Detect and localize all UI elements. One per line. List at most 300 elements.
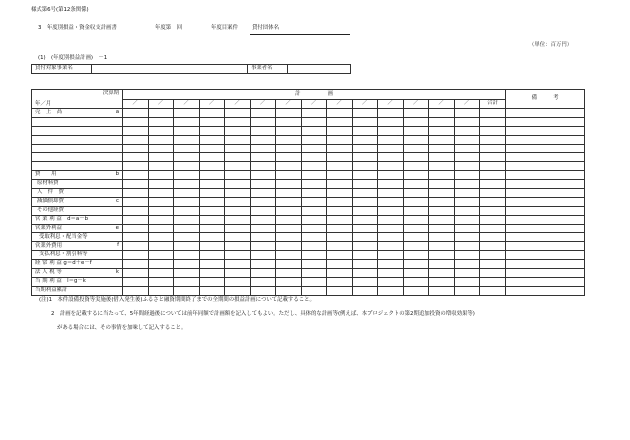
value-cell[interactable] bbox=[301, 233, 327, 242]
value-cell[interactable] bbox=[225, 286, 251, 295]
value-cell[interactable] bbox=[148, 206, 174, 215]
value-cell[interactable] bbox=[148, 162, 174, 171]
value-cell[interactable] bbox=[250, 251, 276, 260]
value-cell[interactable] bbox=[378, 215, 404, 224]
period-cell[interactable]: ／ bbox=[225, 99, 251, 108]
value-cell[interactable] bbox=[276, 260, 302, 269]
value-cell[interactable] bbox=[301, 286, 327, 295]
value-cell[interactable] bbox=[225, 233, 251, 242]
project-name-field[interactable] bbox=[92, 65, 248, 74]
value-cell[interactable] bbox=[174, 215, 200, 224]
value-cell[interactable] bbox=[378, 233, 404, 242]
value-cell[interactable] bbox=[123, 197, 149, 206]
value-cell[interactable] bbox=[454, 242, 480, 251]
value-cell[interactable] bbox=[276, 144, 302, 153]
total-cell[interactable] bbox=[506, 242, 585, 251]
value-cell[interactable] bbox=[352, 286, 378, 295]
value-cell[interactable] bbox=[250, 144, 276, 153]
value-cell[interactable] bbox=[250, 126, 276, 135]
value-cell[interactable] bbox=[378, 171, 404, 180]
value-cell[interactable] bbox=[301, 144, 327, 153]
value-cell[interactable] bbox=[352, 117, 378, 126]
value-cell[interactable] bbox=[403, 251, 429, 260]
value-cell[interactable] bbox=[250, 117, 276, 126]
value-cell[interactable] bbox=[352, 180, 378, 189]
total-cell[interactable] bbox=[506, 109, 585, 118]
value-cell[interactable] bbox=[301, 277, 327, 286]
value-cell[interactable] bbox=[352, 162, 378, 171]
value-cell[interactable] bbox=[378, 269, 404, 278]
value-cell[interactable] bbox=[123, 260, 149, 269]
value-cell[interactable] bbox=[403, 109, 429, 118]
total-cell[interactable] bbox=[506, 189, 585, 198]
value-cell[interactable] bbox=[276, 215, 302, 224]
value-cell[interactable] bbox=[480, 171, 506, 180]
value-cell[interactable] bbox=[454, 206, 480, 215]
value-cell[interactable] bbox=[199, 286, 225, 295]
value-cell[interactable] bbox=[327, 171, 353, 180]
value-cell[interactable] bbox=[148, 260, 174, 269]
value-cell[interactable] bbox=[327, 233, 353, 242]
value-cell[interactable] bbox=[429, 171, 455, 180]
value-cell[interactable] bbox=[174, 180, 200, 189]
value-cell[interactable] bbox=[225, 180, 251, 189]
value-cell[interactable] bbox=[199, 206, 225, 215]
value-cell[interactable] bbox=[301, 135, 327, 144]
value-cell[interactable] bbox=[301, 153, 327, 162]
value-cell[interactable] bbox=[250, 180, 276, 189]
value-cell[interactable] bbox=[301, 269, 327, 278]
value-cell[interactable] bbox=[429, 242, 455, 251]
value-cell[interactable] bbox=[174, 224, 200, 233]
value-cell[interactable] bbox=[403, 117, 429, 126]
value-cell[interactable] bbox=[327, 144, 353, 153]
value-cell[interactable] bbox=[123, 269, 149, 278]
value-cell[interactable] bbox=[327, 135, 353, 144]
value-cell[interactable] bbox=[327, 109, 353, 118]
value-cell[interactable] bbox=[480, 277, 506, 286]
value-cell[interactable] bbox=[301, 251, 327, 260]
value-cell[interactable] bbox=[123, 189, 149, 198]
value-cell[interactable] bbox=[352, 109, 378, 118]
value-cell[interactable] bbox=[276, 224, 302, 233]
value-cell[interactable] bbox=[378, 286, 404, 295]
value-cell[interactable] bbox=[301, 171, 327, 180]
value-cell[interactable] bbox=[480, 162, 506, 171]
total-cell[interactable] bbox=[506, 197, 585, 206]
value-cell[interactable] bbox=[352, 233, 378, 242]
value-cell[interactable] bbox=[148, 126, 174, 135]
value-cell[interactable] bbox=[225, 206, 251, 215]
value-cell[interactable] bbox=[301, 162, 327, 171]
value-cell[interactable] bbox=[174, 233, 200, 242]
value-cell[interactable] bbox=[123, 215, 149, 224]
value-cell[interactable] bbox=[429, 197, 455, 206]
value-cell[interactable] bbox=[403, 269, 429, 278]
total-cell[interactable] bbox=[506, 171, 585, 180]
value-cell[interactable] bbox=[403, 189, 429, 198]
value-cell[interactable] bbox=[123, 171, 149, 180]
value-cell[interactable] bbox=[480, 233, 506, 242]
value-cell[interactable] bbox=[454, 251, 480, 260]
value-cell[interactable] bbox=[199, 171, 225, 180]
value-cell[interactable] bbox=[276, 171, 302, 180]
value-cell[interactable] bbox=[276, 189, 302, 198]
value-cell[interactable] bbox=[429, 277, 455, 286]
value-cell[interactable] bbox=[378, 144, 404, 153]
value-cell[interactable] bbox=[148, 277, 174, 286]
value-cell[interactable] bbox=[148, 180, 174, 189]
value-cell[interactable] bbox=[148, 224, 174, 233]
value-cell[interactable] bbox=[352, 126, 378, 135]
value-cell[interactable] bbox=[199, 126, 225, 135]
value-cell[interactable] bbox=[174, 269, 200, 278]
value-cell[interactable] bbox=[174, 189, 200, 198]
total-cell[interactable] bbox=[506, 117, 585, 126]
value-cell[interactable] bbox=[301, 197, 327, 206]
value-cell[interactable] bbox=[352, 269, 378, 278]
value-cell[interactable] bbox=[276, 153, 302, 162]
total-cell[interactable] bbox=[506, 286, 585, 295]
total-cell[interactable] bbox=[506, 215, 585, 224]
value-cell[interactable] bbox=[352, 189, 378, 198]
value-cell[interactable] bbox=[352, 260, 378, 269]
value-cell[interactable] bbox=[123, 126, 149, 135]
value-cell[interactable] bbox=[199, 162, 225, 171]
value-cell[interactable] bbox=[123, 144, 149, 153]
value-cell[interactable] bbox=[301, 215, 327, 224]
value-cell[interactable] bbox=[429, 260, 455, 269]
value-cell[interactable] bbox=[378, 251, 404, 260]
value-cell[interactable] bbox=[429, 180, 455, 189]
value-cell[interactable] bbox=[327, 126, 353, 135]
value-cell[interactable] bbox=[327, 180, 353, 189]
value-cell[interactable] bbox=[429, 215, 455, 224]
value-cell[interactable] bbox=[429, 109, 455, 118]
value-cell[interactable] bbox=[378, 162, 404, 171]
value-cell[interactable] bbox=[454, 224, 480, 233]
value-cell[interactable] bbox=[454, 197, 480, 206]
value-cell[interactable] bbox=[480, 153, 506, 162]
value-cell[interactable] bbox=[148, 251, 174, 260]
period-cell[interactable]: ／ bbox=[123, 99, 149, 108]
value-cell[interactable] bbox=[327, 197, 353, 206]
value-cell[interactable] bbox=[148, 117, 174, 126]
value-cell[interactable] bbox=[225, 251, 251, 260]
value-cell[interactable] bbox=[327, 224, 353, 233]
value-cell[interactable] bbox=[250, 109, 276, 118]
value-cell[interactable] bbox=[327, 153, 353, 162]
value-cell[interactable] bbox=[403, 286, 429, 295]
value-cell[interactable] bbox=[174, 162, 200, 171]
value-cell[interactable] bbox=[199, 277, 225, 286]
value-cell[interactable] bbox=[123, 224, 149, 233]
value-cell[interactable] bbox=[429, 233, 455, 242]
value-cell[interactable] bbox=[225, 171, 251, 180]
value-cell[interactable] bbox=[378, 189, 404, 198]
value-cell[interactable] bbox=[403, 206, 429, 215]
value-cell[interactable] bbox=[276, 180, 302, 189]
value-cell[interactable] bbox=[454, 135, 480, 144]
value-cell[interactable] bbox=[429, 189, 455, 198]
value-cell[interactable] bbox=[480, 180, 506, 189]
period-cell[interactable]: ／ bbox=[250, 99, 276, 108]
value-cell[interactable] bbox=[250, 162, 276, 171]
value-cell[interactable] bbox=[403, 215, 429, 224]
value-cell[interactable] bbox=[454, 117, 480, 126]
value-cell[interactable] bbox=[352, 224, 378, 233]
value-cell[interactable] bbox=[123, 206, 149, 215]
value-cell[interactable] bbox=[301, 109, 327, 118]
value-cell[interactable] bbox=[250, 233, 276, 242]
value-cell[interactable] bbox=[250, 286, 276, 295]
period-cell[interactable]: ／ bbox=[352, 99, 378, 108]
value-cell[interactable] bbox=[199, 233, 225, 242]
value-cell[interactable] bbox=[352, 215, 378, 224]
value-cell[interactable] bbox=[454, 277, 480, 286]
value-cell[interactable] bbox=[352, 251, 378, 260]
value-cell[interactable] bbox=[148, 171, 174, 180]
value-cell[interactable] bbox=[327, 286, 353, 295]
period-cell[interactable]: ／ bbox=[174, 99, 200, 108]
value-cell[interactable] bbox=[378, 135, 404, 144]
value-cell[interactable] bbox=[378, 242, 404, 251]
value-cell[interactable] bbox=[123, 242, 149, 251]
value-cell[interactable] bbox=[301, 126, 327, 135]
value-cell[interactable] bbox=[352, 135, 378, 144]
value-cell[interactable] bbox=[352, 153, 378, 162]
value-cell[interactable] bbox=[403, 242, 429, 251]
value-cell[interactable] bbox=[199, 224, 225, 233]
value-cell[interactable] bbox=[123, 162, 149, 171]
value-cell[interactable] bbox=[225, 260, 251, 269]
value-cell[interactable] bbox=[454, 233, 480, 242]
value-cell[interactable] bbox=[199, 215, 225, 224]
value-cell[interactable] bbox=[174, 109, 200, 118]
value-cell[interactable] bbox=[199, 269, 225, 278]
value-cell[interactable] bbox=[301, 189, 327, 198]
value-cell[interactable] bbox=[148, 233, 174, 242]
value-cell[interactable] bbox=[250, 171, 276, 180]
value-cell[interactable] bbox=[301, 224, 327, 233]
value-cell[interactable] bbox=[250, 135, 276, 144]
value-cell[interactable] bbox=[378, 126, 404, 135]
value-cell[interactable] bbox=[480, 197, 506, 206]
period-cell[interactable]: ／ bbox=[403, 99, 429, 108]
value-cell[interactable] bbox=[276, 269, 302, 278]
value-cell[interactable] bbox=[327, 269, 353, 278]
value-cell[interactable] bbox=[123, 286, 149, 295]
value-cell[interactable] bbox=[403, 233, 429, 242]
value-cell[interactable] bbox=[454, 109, 480, 118]
value-cell[interactable] bbox=[429, 117, 455, 126]
value-cell[interactable] bbox=[403, 162, 429, 171]
value-cell[interactable] bbox=[403, 126, 429, 135]
value-cell[interactable] bbox=[123, 233, 149, 242]
value-cell[interactable] bbox=[174, 286, 200, 295]
value-cell[interactable] bbox=[480, 260, 506, 269]
total-cell[interactable] bbox=[506, 260, 585, 269]
value-cell[interactable] bbox=[225, 189, 251, 198]
value-cell[interactable] bbox=[148, 153, 174, 162]
value-cell[interactable] bbox=[276, 251, 302, 260]
value-cell[interactable] bbox=[199, 242, 225, 251]
value-cell[interactable] bbox=[429, 144, 455, 153]
total-cell[interactable] bbox=[506, 153, 585, 162]
value-cell[interactable] bbox=[123, 277, 149, 286]
value-cell[interactable] bbox=[174, 117, 200, 126]
value-cell[interactable] bbox=[250, 277, 276, 286]
value-cell[interactable] bbox=[378, 117, 404, 126]
operator-field[interactable] bbox=[288, 65, 351, 74]
value-cell[interactable] bbox=[429, 269, 455, 278]
value-cell[interactable] bbox=[174, 260, 200, 269]
value-cell[interactable] bbox=[199, 260, 225, 269]
value-cell[interactable] bbox=[403, 260, 429, 269]
value-cell[interactable] bbox=[429, 251, 455, 260]
value-cell[interactable] bbox=[327, 162, 353, 171]
value-cell[interactable] bbox=[225, 117, 251, 126]
value-cell[interactable] bbox=[378, 260, 404, 269]
value-cell[interactable] bbox=[429, 206, 455, 215]
value-cell[interactable] bbox=[123, 180, 149, 189]
total-cell[interactable] bbox=[506, 251, 585, 260]
value-cell[interactable] bbox=[225, 242, 251, 251]
value-cell[interactable] bbox=[403, 224, 429, 233]
value-cell[interactable] bbox=[174, 126, 200, 135]
total-cell[interactable] bbox=[506, 233, 585, 242]
value-cell[interactable] bbox=[352, 144, 378, 153]
value-cell[interactable] bbox=[480, 109, 506, 118]
value-cell[interactable] bbox=[429, 286, 455, 295]
value-cell[interactable] bbox=[327, 189, 353, 198]
total-cell[interactable] bbox=[506, 162, 585, 171]
value-cell[interactable] bbox=[276, 286, 302, 295]
value-cell[interactable] bbox=[454, 215, 480, 224]
value-cell[interactable] bbox=[352, 277, 378, 286]
value-cell[interactable] bbox=[123, 251, 149, 260]
value-cell[interactable] bbox=[276, 126, 302, 135]
value-cell[interactable] bbox=[123, 153, 149, 162]
value-cell[interactable] bbox=[199, 180, 225, 189]
value-cell[interactable] bbox=[199, 109, 225, 118]
value-cell[interactable] bbox=[250, 197, 276, 206]
value-cell[interactable] bbox=[174, 144, 200, 153]
value-cell[interactable] bbox=[378, 206, 404, 215]
value-cell[interactable] bbox=[199, 144, 225, 153]
value-cell[interactable] bbox=[429, 135, 455, 144]
total-cell[interactable] bbox=[506, 126, 585, 135]
value-cell[interactable] bbox=[276, 206, 302, 215]
period-cell[interactable]: ／ bbox=[378, 99, 404, 108]
period-cell[interactable]: ／ bbox=[454, 99, 480, 108]
value-cell[interactable] bbox=[301, 117, 327, 126]
value-cell[interactable] bbox=[480, 135, 506, 144]
value-cell[interactable] bbox=[199, 189, 225, 198]
value-cell[interactable] bbox=[250, 269, 276, 278]
value-cell[interactable] bbox=[225, 126, 251, 135]
value-cell[interactable] bbox=[250, 153, 276, 162]
value-cell[interactable] bbox=[148, 269, 174, 278]
value-cell[interactable] bbox=[352, 242, 378, 251]
value-cell[interactable] bbox=[148, 286, 174, 295]
value-cell[interactable] bbox=[429, 153, 455, 162]
value-cell[interactable] bbox=[199, 197, 225, 206]
value-cell[interactable] bbox=[199, 153, 225, 162]
value-cell[interactable] bbox=[327, 251, 353, 260]
period-cell[interactable]: ／ bbox=[199, 99, 225, 108]
value-cell[interactable] bbox=[454, 153, 480, 162]
value-cell[interactable] bbox=[480, 144, 506, 153]
value-cell[interactable] bbox=[327, 260, 353, 269]
period-cell[interactable]: ／ bbox=[276, 99, 302, 108]
value-cell[interactable] bbox=[429, 224, 455, 233]
value-cell[interactable] bbox=[123, 135, 149, 144]
total-cell[interactable] bbox=[506, 206, 585, 215]
value-cell[interactable] bbox=[174, 153, 200, 162]
value-cell[interactable] bbox=[403, 144, 429, 153]
value-cell[interactable] bbox=[327, 206, 353, 215]
value-cell[interactable] bbox=[301, 242, 327, 251]
total-cell[interactable] bbox=[506, 135, 585, 144]
value-cell[interactable] bbox=[174, 242, 200, 251]
value-cell[interactable] bbox=[225, 224, 251, 233]
value-cell[interactable] bbox=[403, 171, 429, 180]
value-cell[interactable] bbox=[148, 215, 174, 224]
value-cell[interactable] bbox=[429, 126, 455, 135]
value-cell[interactable] bbox=[480, 251, 506, 260]
value-cell[interactable] bbox=[454, 180, 480, 189]
value-cell[interactable] bbox=[174, 197, 200, 206]
value-cell[interactable] bbox=[327, 215, 353, 224]
value-cell[interactable] bbox=[301, 260, 327, 269]
value-cell[interactable] bbox=[454, 144, 480, 153]
value-cell[interactable] bbox=[454, 260, 480, 269]
value-cell[interactable] bbox=[480, 215, 506, 224]
value-cell[interactable] bbox=[276, 242, 302, 251]
period-cell[interactable]: ／ bbox=[327, 99, 353, 108]
value-cell[interactable] bbox=[250, 189, 276, 198]
value-cell[interactable] bbox=[378, 180, 404, 189]
value-cell[interactable] bbox=[250, 260, 276, 269]
value-cell[interactable] bbox=[454, 162, 480, 171]
value-cell[interactable] bbox=[225, 144, 251, 153]
value-cell[interactable] bbox=[480, 269, 506, 278]
period-cell[interactable]: ／ bbox=[301, 99, 327, 108]
value-cell[interactable] bbox=[148, 189, 174, 198]
value-cell[interactable] bbox=[276, 233, 302, 242]
value-cell[interactable] bbox=[148, 109, 174, 118]
value-cell[interactable] bbox=[454, 189, 480, 198]
value-cell[interactable] bbox=[123, 109, 149, 118]
value-cell[interactable] bbox=[148, 135, 174, 144]
value-cell[interactable] bbox=[225, 153, 251, 162]
value-cell[interactable] bbox=[378, 277, 404, 286]
value-cell[interactable] bbox=[174, 171, 200, 180]
value-cell[interactable] bbox=[327, 242, 353, 251]
value-cell[interactable] bbox=[174, 277, 200, 286]
value-cell[interactable] bbox=[429, 162, 455, 171]
value-cell[interactable] bbox=[225, 109, 251, 118]
value-cell[interactable] bbox=[174, 206, 200, 215]
value-cell[interactable] bbox=[225, 215, 251, 224]
total-cell[interactable] bbox=[506, 269, 585, 278]
value-cell[interactable] bbox=[352, 197, 378, 206]
value-cell[interactable] bbox=[480, 242, 506, 251]
value-cell[interactable] bbox=[403, 277, 429, 286]
value-cell[interactable] bbox=[480, 126, 506, 135]
value-cell[interactable] bbox=[480, 117, 506, 126]
